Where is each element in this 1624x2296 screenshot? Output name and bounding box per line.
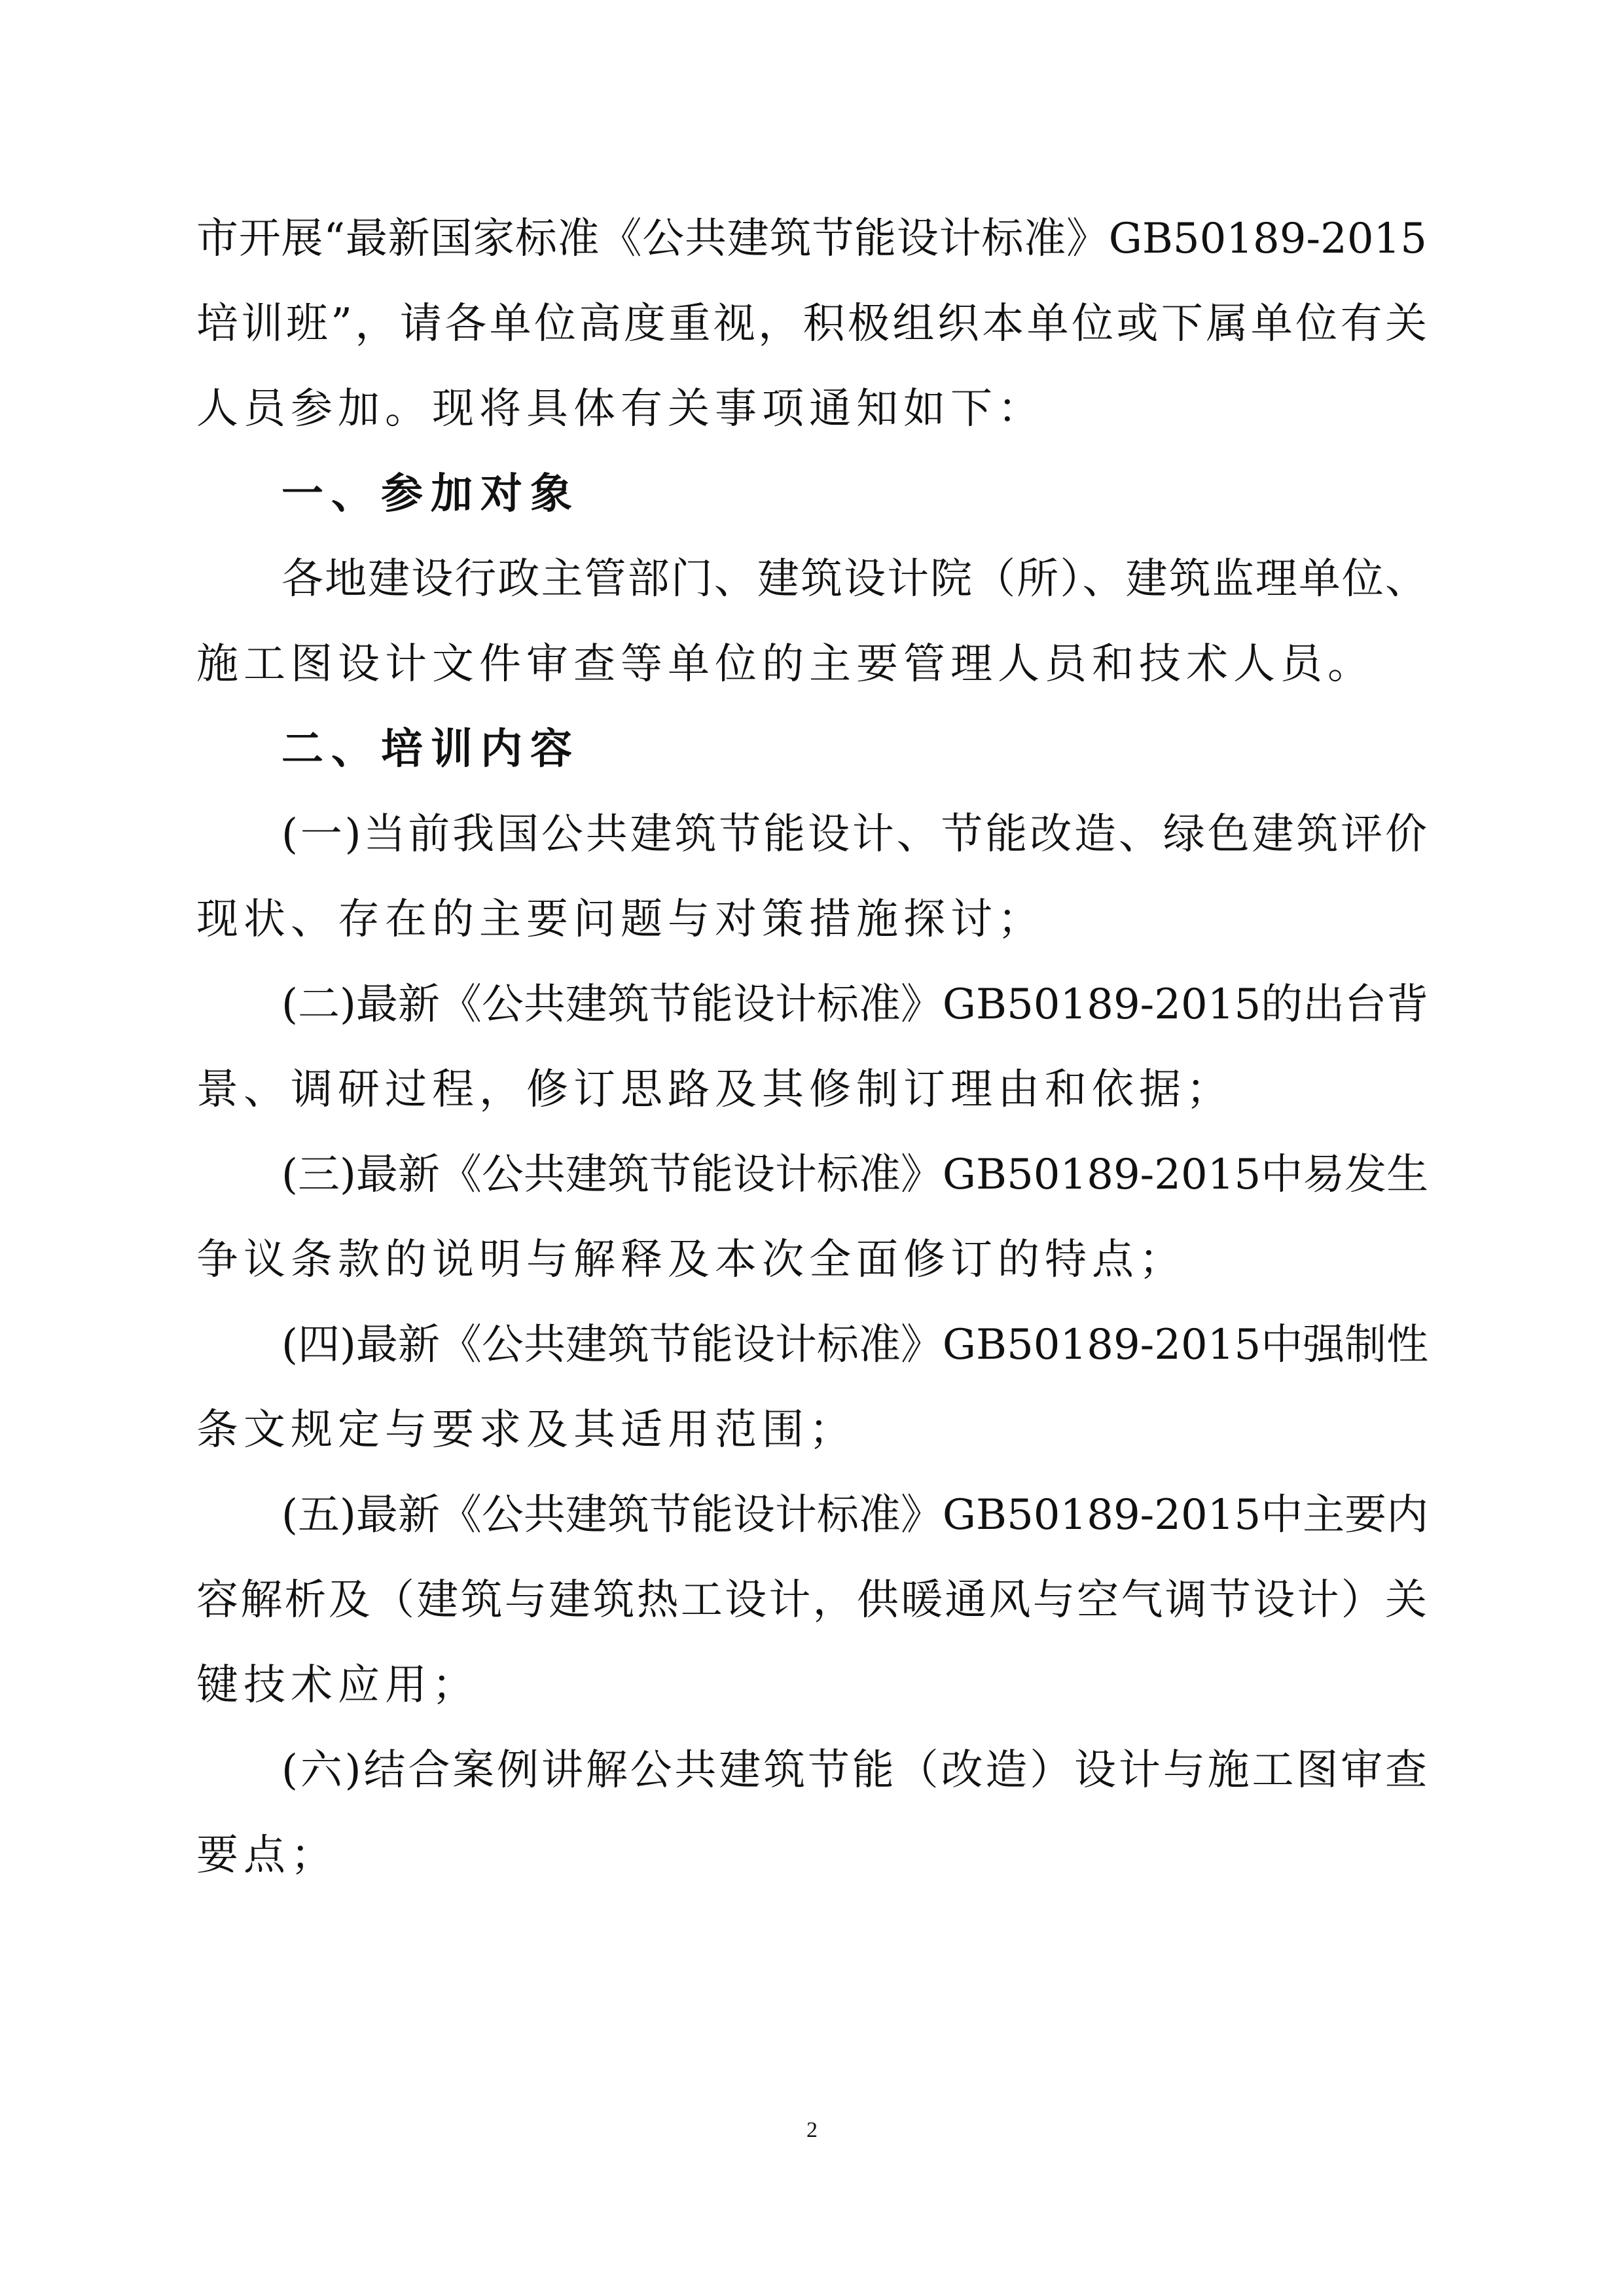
item-4-line-2: 条文规定与要求及其适用范围； — [196, 1406, 856, 1454]
page-number: 2 — [806, 2118, 818, 2142]
item-3-line-1: (三)最新《公共建筑节能设计标准》GB50189-2015中易发生 — [281, 1151, 1429, 1199]
intro-line-3: 人员参加。现将具体有关事项通知如下： — [196, 385, 1045, 433]
intro-line-2: 培训班”，请各单位高度重视，积极组织本单位或下属单位有关 — [196, 300, 1427, 348]
item-1-line-1: (一)当前我国公共建筑节能设计、节能改造、绿色建筑评价 — [281, 810, 1427, 859]
intro-line-1: 市开展“最新国家标准《公共建筑节能设计标准》GB50189-2015 — [196, 215, 1427, 263]
item-5-line-1: (五)最新《公共建筑节能设计标准》GB50189-2015中主要内 — [281, 1491, 1429, 1539]
section-1-line-1: 各地建设行政主管部门、建筑设计院（所）、建筑监理单位、 — [281, 555, 1427, 603]
section-1-heading: 一、参加对象 — [281, 469, 580, 518]
section-1-line-2: 施工图设计文件审查等单位的主要管理人员和技术人员。 — [196, 640, 1375, 689]
item-6-line-1: (六)结合案例讲解公共建筑节能（改造）设计与施工图审查 — [281, 1746, 1427, 1795]
item-1-line-2: 现状、存在的主要问题与对策措施探讨； — [196, 895, 1045, 944]
item-4-line-1: (四)最新《公共建筑节能设计标准》GB50189-2015中强制性 — [281, 1321, 1429, 1369]
item-5-line-3: 键技术应用； — [196, 1661, 479, 1710]
item-5-line-2: 容解析及（建筑与建筑热工设计，供暖通风与空气调节设计）关 — [196, 1576, 1427, 1624]
item-3-line-2: 争议条款的说明与解释及本次全面修订的特点； — [196, 1236, 1186, 1284]
item-2-line-2: 景、调研过程，修订思路及其修制订理由和依据； — [196, 1066, 1233, 1114]
item-2-line-1: (二)最新《公共建筑节能设计标准》GB50189-2015的出台背 — [281, 980, 1429, 1029]
item-6-line-2: 要点； — [196, 1831, 338, 1880]
section-2-heading: 二、培训内容 — [281, 725, 580, 774]
